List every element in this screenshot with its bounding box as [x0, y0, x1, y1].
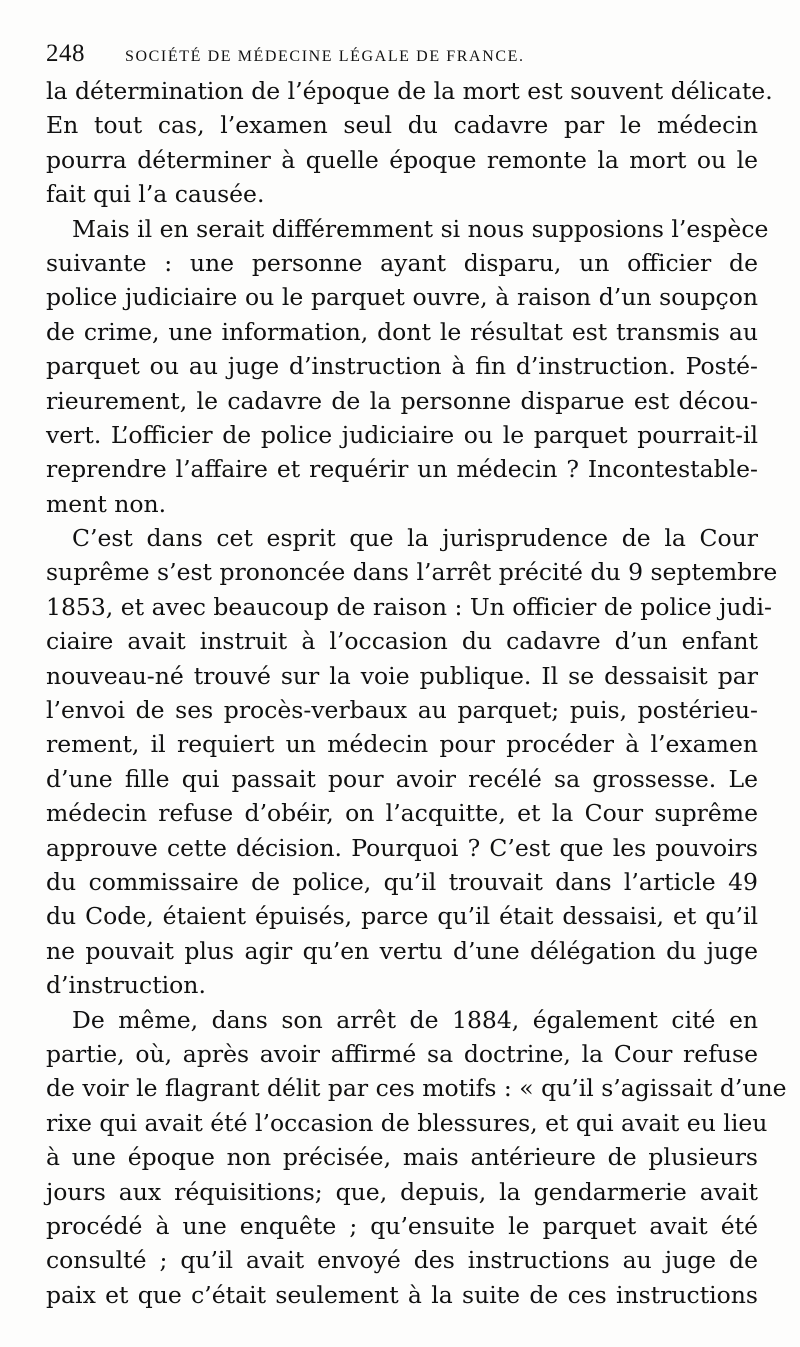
text-line: pourra déterminer à quelle époque remonte la mort ou le	[46, 145, 758, 174]
text-line: ciaire avait instruit à l’occasion du cadavre d’un enfant	[46, 627, 758, 656]
running-title: SOCIÉTÉ DE MÉDECINE LÉGALE DE FRANCE.	[125, 48, 525, 65]
text-line: à une époque non précisée, mais antérieure de plusieurs	[46, 1143, 758, 1172]
text-line: ment non.	[46, 489, 167, 518]
text-line: ne pouvait plus agir qu’en vertu d’une délégation du juge	[46, 936, 758, 965]
text-line: parquet ou au juge d’instruction à fin d’instruction. Posté-	[46, 352, 758, 381]
text-line: vert. L’officier de police judiciaire ou le parquet pourrait-il	[46, 420, 758, 449]
text-line: la détermination de l’époque de la mort est souvent délicate.	[46, 77, 773, 105]
text-line: l’envoi de ses procès-verbaux au parquet; puis, postérieu-	[46, 696, 758, 725]
text-line: En tout cas, l’examen seul du cadavre par le médecin	[46, 111, 758, 140]
text-line: partie, où, après avoir affirmé sa doctrine, la Cour refuse	[46, 1039, 758, 1068]
text-line: de crime, une information, dont le résultat est transmis au	[46, 317, 758, 346]
text-line: de voir le flagrant délit par ces motifs : « qu’il s’agissait d’une	[46, 1074, 787, 1103]
body-text	[46, 74, 787, 1312]
text-line: nouveau-né trouvé sur la voie publique. Il se dessaisit par	[46, 661, 758, 690]
text-line: De même, dans son arrêt de 1884, également cité en	[72, 1005, 758, 1034]
text-line: d’une fille qui passait pour avoir recélé sa grossesse. Le	[46, 764, 758, 793]
page-header	[46, 40, 766, 74]
text-line: jours aux réquisitions; que, depuis, la gendarmerie avait	[46, 1177, 758, 1206]
text-line: approuve cette décision. Pourquoi ? C’est que les pouvoirs	[46, 833, 758, 862]
text-line: procédé à une enquête ; qu’ensuite le parquet avait été	[46, 1211, 758, 1240]
text-line: rixe qui avait été l’occasion de blessures, et qui avait eu lieu	[46, 1108, 768, 1137]
text-line: Mais il en serait différemment si nous supposions l’espèce	[72, 214, 769, 243]
page-number: 248	[46, 40, 85, 67]
text-line: du commissaire de police, qu’il trouvait dans l’article 49	[46, 867, 758, 896]
text-line: suivante : une personne ayant disparu, un officier de	[46, 248, 758, 277]
text-line: police judiciaire ou le parquet ouvre, à raison d’un soupçon	[46, 283, 758, 312]
text-line: médecin refuse d’obéir, on l’acquitte, et la Cour suprême	[46, 799, 758, 828]
text-line: rement, il requiert un médecin pour procéder à l’examen	[46, 730, 758, 759]
text-line: C’est dans cet esprit que la jurisprudence de la Cour	[72, 524, 758, 553]
text-line: rieurement, le cadavre de la personne disparue est décou-	[46, 386, 758, 415]
text-line: paix et que c’était seulement à la suite de ces instructions	[46, 1280, 758, 1309]
text-line: du Code, étaient épuisés, parce qu’il était dessaisi, et qu’il	[46, 902, 758, 931]
text-line: suprême s’est prononcée dans l’arrêt précité du 9 septembre	[46, 558, 778, 587]
text-line: 1853, et avec beaucoup de raison : Un officier de police judi-	[46, 592, 772, 621]
text-line: fait qui l’a causée.	[46, 180, 265, 209]
text-line: d’instruction.	[46, 971, 206, 1000]
text-line: reprendre l’affaire et requérir un médecin ? Incontestable-	[46, 455, 758, 484]
text-line: consulté ; qu’il avait envoyé des instructions au juge de	[46, 1246, 758, 1275]
